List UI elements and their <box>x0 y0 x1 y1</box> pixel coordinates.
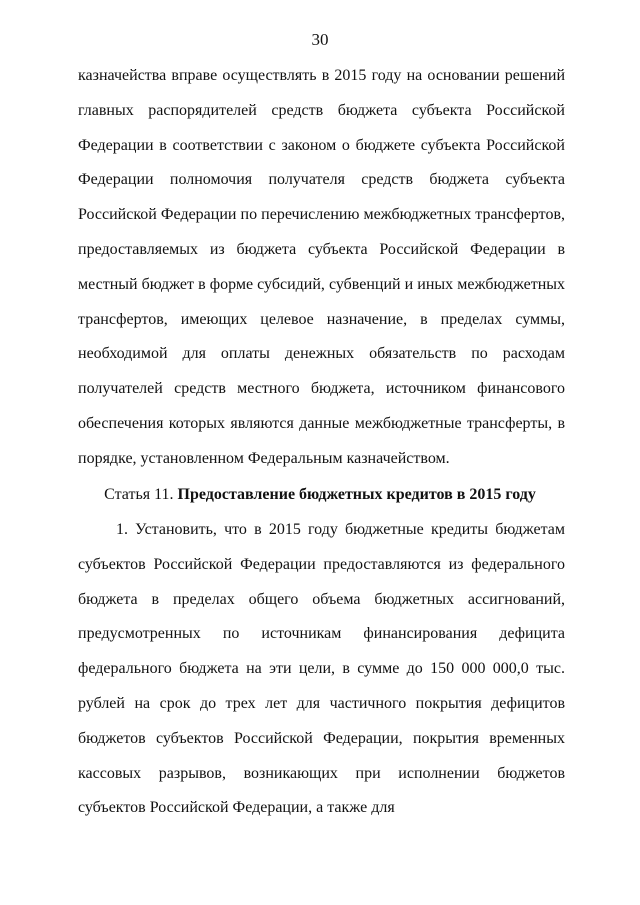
paragraph-continuation: казначейства вправе осуществлять в 2015 году на основании решений главных распорядителей средств бюджета субъекта Российской Федерации в соответствии с законом о бюджете субъекта Российской Федерации полномочия получателя средств бюджета субъекта Российской Федерации по перечислению межбюджетных трансфертов, предоставляемых из бюджета субъекта Российской Федерации в местный бюджет в форме субсидий, субвенций и иных межбюджетных трансфертов, имеющих целевое назначение, в пределах суммы, необходимой для оплаты денежных обязательств по расходам получателей средств местного бюджета, источником финансового обеспечения которых являются данные межбюджетные трансферты, в порядке, установленном Федеральным казначейством. <box>78 67 565 467</box>
article-label: Статья 11. <box>104 486 174 503</box>
article-title: Предоставление бюджетных кредитов в 2015 году <box>177 486 536 503</box>
article-paragraph-1: 1. Установить, что в 2015 году бюджетные кредиты бюджетам субъектов Российской Федерации предоставляются из федерального бюджета в пределах общего объема бюджетных ассигнований, предусмотренных по источникам финансирования дефицита федерального бюджета на эти цели, в сумме до 150 000 000,0 тыс. рублей на срок до трех лет для частичного покрытия дефицитов бюджетов субъектов Российской Федерации, покрытия временных кассовых разрывов, возникающих при исполнении бюджетов субъектов Российской Федерации, а также для <box>78 521 565 817</box>
article-heading <box>0 478 640 513</box>
page-number: 30 <box>311 30 329 49</box>
